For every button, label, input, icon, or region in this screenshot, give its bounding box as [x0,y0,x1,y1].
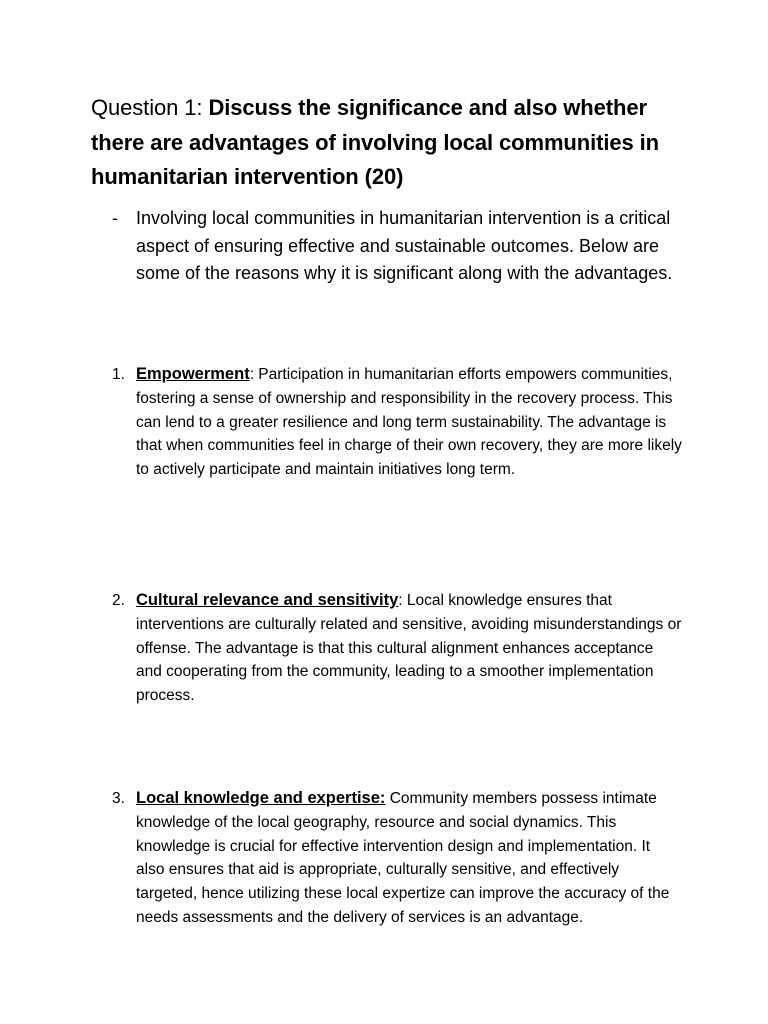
point-separator: : [249,366,254,383]
intro-paragraph [112,205,682,288]
point-separator: : [398,592,403,609]
intro-text: Involving local communities in humanitarian intervention is a critical aspect of ensuring effective and sustainable outcomes. Below are some of the reasons why it is significant along with the advantages. [136,208,673,283]
point-content [136,589,682,708]
point-heading: Empowerment [136,365,250,383]
point-number: 3. [112,790,125,807]
point-content [136,363,682,482]
point-separator: : [379,789,386,807]
point-text: Community members possess intimate knowledge of the local geography, resource and social dynamics. This knowledge is crucial for effective intervention design and implementation. It also ensures that aid is appropriate, culturally sensitive, and effectively targeted, hence utilizing these local expertize can improve the accuracy of the needs assessments and the delivery of services is an advantage. [136,790,670,926]
question-heading [91,91,691,195]
question-label: Question 1: [91,95,209,120]
numbered-point-local-knowledge [112,787,682,930]
point-content [136,787,682,930]
numbered-point-empowerment [112,363,682,482]
point-heading: Cultural relevance and sensitivity [136,591,399,609]
point-number: 1. [112,366,125,383]
numbered-point-cultural-relevance [112,589,682,708]
dash-bullet: - [112,208,118,228]
point-text: Local knowledge ensures that interventions are culturally related and sensitive, avoiding misunderstandings or offense. The advantage is that this cultural alignment enhances acceptance and cooperating from the community, leading to a smoother implementation process. [136,592,682,705]
question-text: Discuss the significance and also whether there are advantages of involving local communities in humanitarian intervention (20) [91,95,659,189]
point-number: 2. [112,592,125,609]
point-heading: Local knowledge and expertise [136,789,380,807]
point-text: Participation in humanitarian efforts empowers communities, fostering a sense of ownership and responsibility in the recovery process. This can lend to a greater resilience and long term sustainability. The advantage is that when communities feel in charge of their own recovery, they are more likely to actively participate and maintain initiatives long term. [136,366,682,479]
